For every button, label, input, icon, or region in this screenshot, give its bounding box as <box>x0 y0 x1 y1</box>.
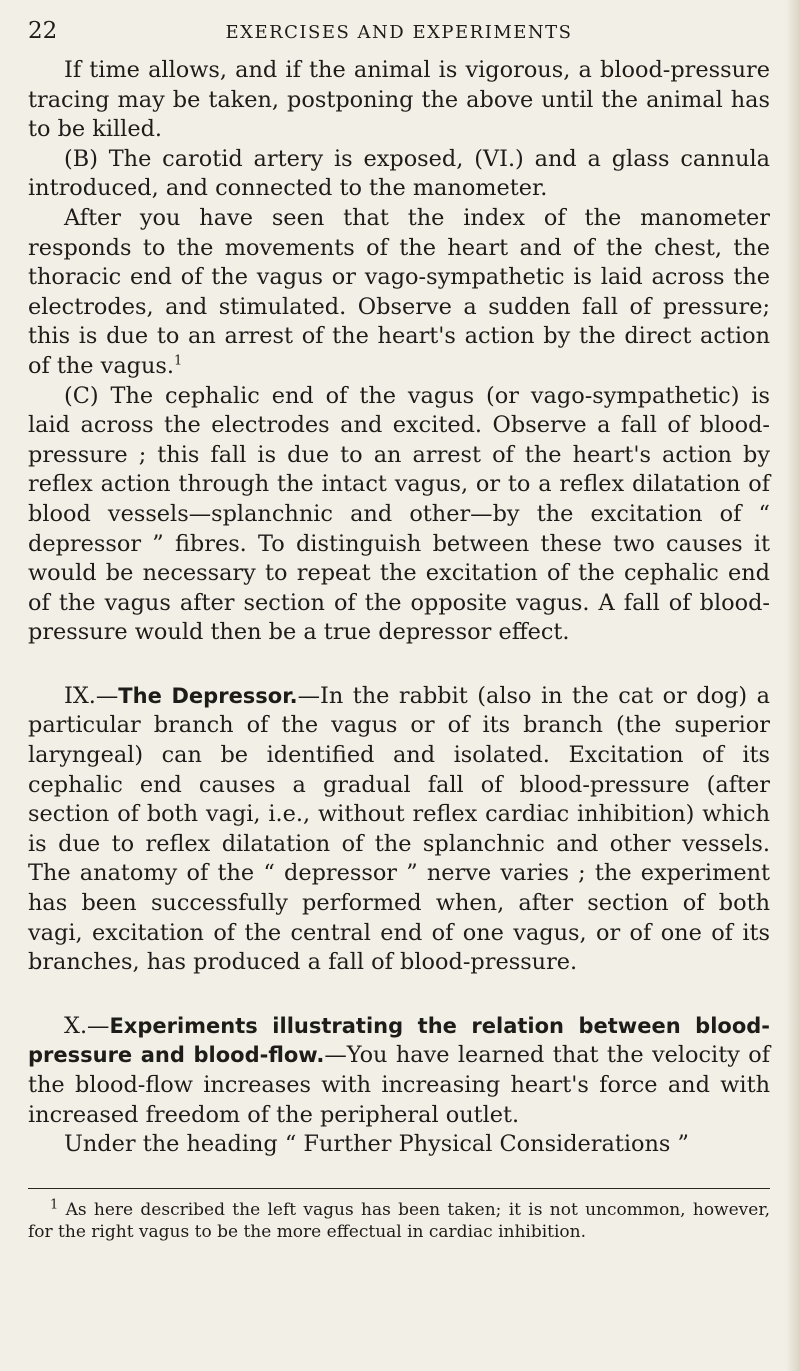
section-spacer <box>28 978 770 1012</box>
section-spacer <box>28 648 770 682</box>
footnote-marker: 1 <box>50 1197 59 1213</box>
paragraph-further-considerations: Under the heading “ Further Physical Considerations ” <box>64 1131 689 1158</box>
paragraph-carotid-artery: (B) The carotid artery is exposed, (VI.) and a glass cannula introduced, and connected to the manometer. <box>28 145 770 202</box>
footnote <box>28 1199 770 1243</box>
running-header <box>28 18 770 56</box>
paragraph-blood-pressure-tracing: If time allows, and if the animal is vigorous, a blood-pressure tracing may be taken, postponing the above until the animal has to be killed. <box>28 57 770 143</box>
paragraph-manometer-index <box>28 204 770 382</box>
paragraph-cephalic-end: (C) The cephalic end of the vagus (or vago-sympathetic) is laid across the electrodes and excited. Observe a fall of blood-pressure ; this fall is due to an arrest of the heart's action by reflex action through the intact vagus, or to a reflex dilatation of blood vessels—splanchnic and other—by the excitation of “ depressor ” fibres. To distinguish between these two causes it would be necessary to repeat the excitation of the cephalic end of the vagus after section of the opposite vagus. A fall of blood-pressure would then be a true depressor effect. <box>28 382 770 646</box>
page-number: 22 <box>28 18 58 44</box>
book-page <box>28 18 770 1243</box>
section-depressor <box>28 682 770 978</box>
footnote-divider <box>28 1188 770 1189</box>
running-title: EXERCISES AND EXPERIMENTS <box>225 22 573 43</box>
footnote-reference: 1 <box>174 353 183 369</box>
section-blood-flow-experiments <box>28 1012 770 1130</box>
page-edge-shadow <box>786 0 800 1371</box>
section-heading: Experiments illustrating the relation between blood-pressure and blood-flow. <box>28 1013 770 1068</box>
section-number: X.— <box>64 1012 110 1039</box>
section-heading: The Depressor. <box>118 683 298 708</box>
section-text: —You have learned that the velocity of the blood-flow increases with increasing heart's force and with increased freedom of the peripheral outlet. <box>28 1042 770 1128</box>
paragraph-text: After you have seen that the index of the manometer responds to the movements of the heart and of the chest, the thoracic end of the vagus or vago-sympathetic is laid across the electrodes, and stimulated. Observe a sudden fall of pressure; this is due to an arrest of the heart's action by the direct action of the vagus. <box>28 204 770 379</box>
footnote-text: As here described the left vagus has been taken; it is not uncommon, however, for the right vagus to be the more effectual in cardiac inhibition. <box>28 1199 770 1242</box>
section-text: —In the rabbit (also in the cat or dog) a particular branch of the vagus or of its branch (the superior laryngeal) can be identified and isolated. Excitation of its cephalic end causes a gradual fall of blood-pressure (after section of both vagi, i.e., without reflex cardiac inhibition) which is due to reflex dilatation of the splanchnic and other vessels. The anatomy of the “ depressor ” nerve varies ; the experiment has been successfully performed when, after section of both vagi, excitation of the central end of one vagus, or of one of its branches, has produced a fall of blood-pressure. <box>28 682 770 976</box>
section-number: IX.— <box>64 682 119 709</box>
